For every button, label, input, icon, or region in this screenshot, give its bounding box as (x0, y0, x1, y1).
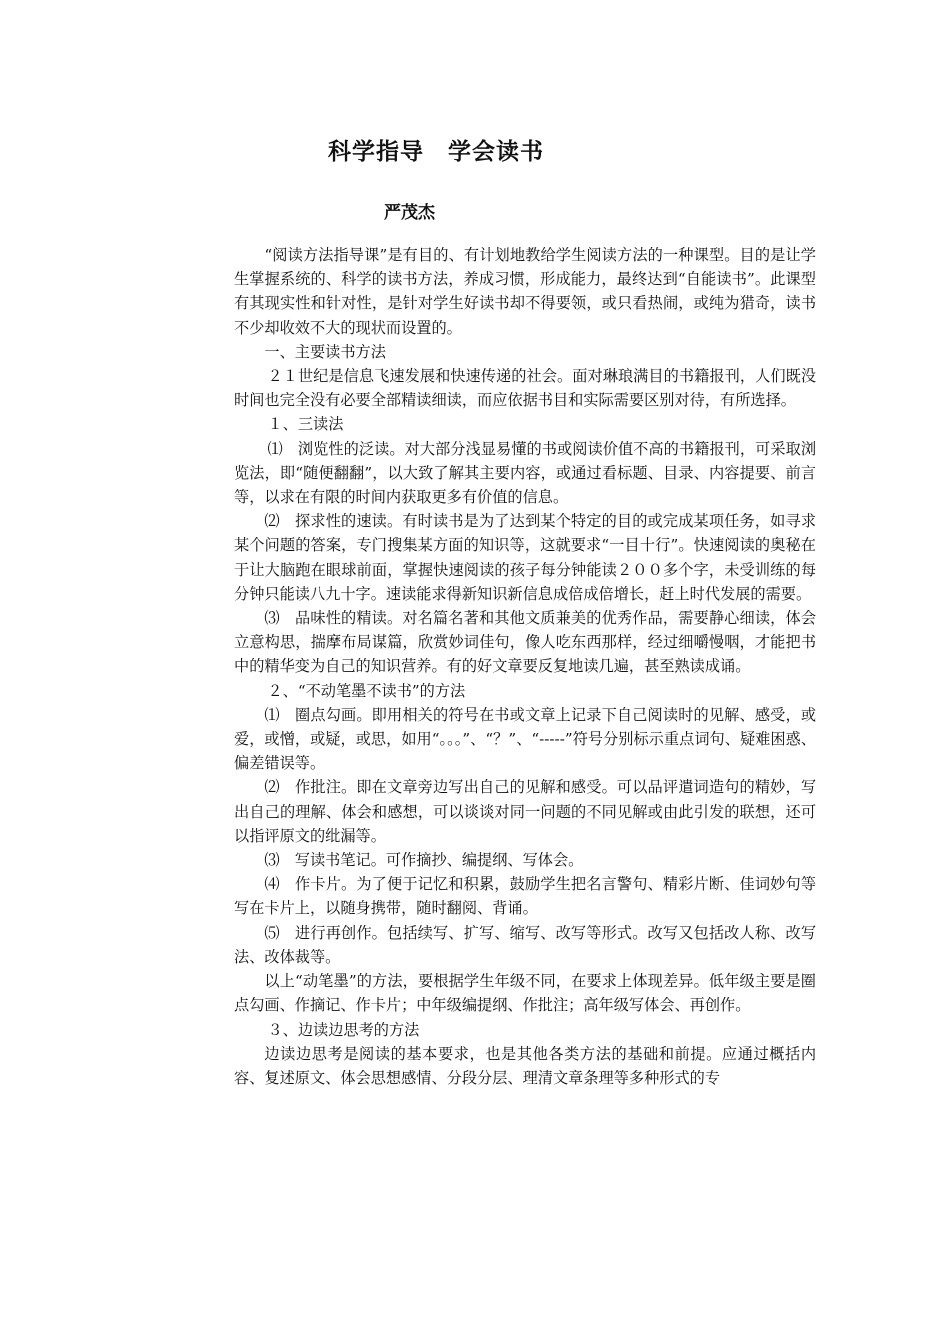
document-title: 科学指导 学会读书 (328, 138, 544, 165)
paragraph: 以上“动笔墨”的方法，要根据学生年级不同，在要求上体现差异。低年级主要是圈点勾画、作摘记、作卡片；中年级编提纲、作批注；高年级写体会、再创作。 (234, 972, 816, 1015)
document-body (234, 243, 816, 1090)
section-heading: 一、主要读书方法 (264, 342, 386, 361)
list-item: ⑶ 品味性的精读。对名篇名著和其他文质兼美的优秀作品，需要静心细读，体会立意构思，揣摩布局谋篇，欣赏妙词佳句，像人吃东西那样，经过细嚼慢咽，才能把书中的精华变为自己的知识营养。有的好文章要反复地读几遍，甚至熟读成诵。 (234, 609, 816, 676)
subsection-heading: １、三读法 (267, 415, 344, 434)
author-name: 严茂杰 (384, 203, 435, 223)
list-item: ⑴ 浏览性的泛读。对大部分浅显易懂的书或阅读价值不高的书籍报刊，可采取浏览法，即“随便翻翻”，以大致了解其主要内容，或通过看标题、目录、内容提要、前言等，以求在有限的时间内获取更多有价值的信息。 (234, 439, 816, 507)
subsection-heading: ２、“不动笔墨不读书”的方法 (267, 681, 466, 700)
paragraph: 边读边思考是阅读的基本要求，也是其他各类方法的基础和前提。应通过概括内容、复述原文、体会思想感情、分段分层、理清文章条理等多种形式的专 (234, 1044, 816, 1087)
subsection-heading: ３、边读边思考的方法 (267, 1020, 420, 1039)
list-item: ⑵ 作批注。即在文章旁边写出自己的见解和感受。可以品评遣词造句的精妙，写出自己的理解、体会和感想，可以谈谈对同一问题的不同见解或由此引发的联想，还可以指评原文的纰漏等。 (234, 778, 816, 845)
list-item: ⑷ 作卡片。为了便于记忆和积累，鼓励学生把名言警句、精彩片断、佳词妙句等写在卡片上，以随身携带，随时翻阅、背诵。 (234, 875, 816, 918)
list-item: ⑴ 圈点勾画。即用相关的符号在书或文章上记录下自己阅读时的见解、感受，或爱，或憎，或疑，或思，如用“。。。”、“？”、“-----”符号分别标示重点词句、疑难困惑、偏差错误等。 (234, 705, 816, 773)
paragraph: ２１世纪是信息飞速发展和快速传递的社会。面对琳琅满目的书籍报刊，人们既没时间也完全没有必要全部精读细读，而应依据书目和实际需要区别对待，有所选择。 (234, 367, 816, 410)
list-item: ⑶ 写读书笔记。可作摘抄、编提纲、写体会。 (264, 851, 584, 870)
list-item: ⑵ 探求性的速读。有时读书是为了达到某个特定的目的或完成某项任务，如寻求某个问题的答案，专门搜集某方面的知识等，这就要求“一目十行”。快速阅读的奥秘在于让大脑跑在眼球前面，掌握快速阅读的孩子每分钟能读２００多个字，未受训练的每分钟只能读八九十字。速读能求得新知识新信息成倍成倍增长，赶上时代发展的需要。 (234, 512, 816, 603)
list-item: ⑸ 进行再创作。包括续写、扩写、缩写、改写等形式。改写又包括改人称、改写法、改体裁等。 (234, 923, 816, 966)
intro-paragraph: “阅读方法指导课”是有目的、有计划地教给学生阅读方法的一种课型。目的是让学生掌握系统的、科学的读书方法，养成习惯，形成能力，最终达到“自能读书”。此课型有其现实性和针对性，是针对学生好读书却不得要领，或只看热闹，或纯为猎奇，读书不少却收效不大的现状而设置的。 (234, 246, 816, 337)
